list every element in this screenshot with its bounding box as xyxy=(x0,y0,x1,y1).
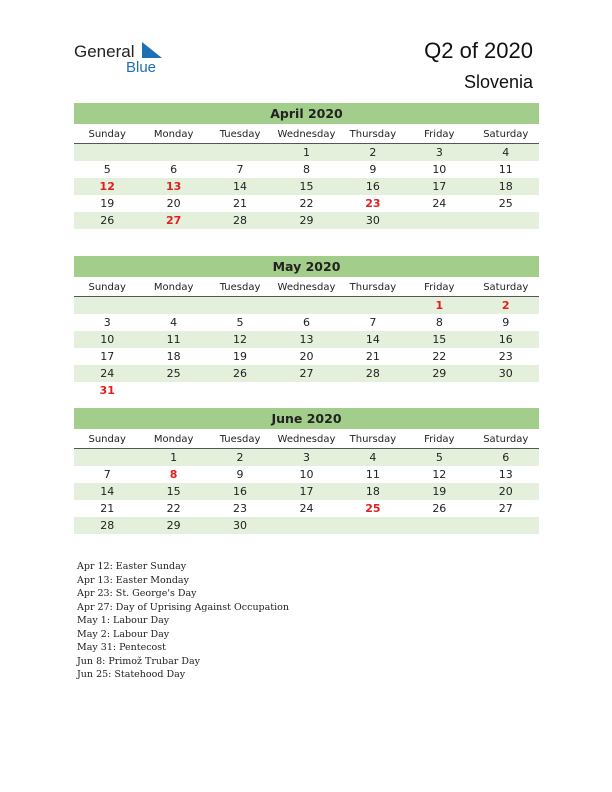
month-may xyxy=(74,256,539,399)
day-cell: 9 xyxy=(502,316,510,329)
day-cell: 15 xyxy=(166,485,181,498)
country-name: Slovenia xyxy=(463,72,533,92)
day-cell: 3 xyxy=(435,146,443,159)
weekday-label: Sunday xyxy=(88,282,126,293)
day-cell: 16 xyxy=(233,485,248,498)
holiday-note: Apr 13: Easter Monday xyxy=(77,574,189,586)
holiday-note: Jun 8: Primož Trubar Day xyxy=(77,655,201,667)
day-cell: 31 xyxy=(99,384,115,397)
day-cell: 29 xyxy=(299,214,314,227)
day-cell: 7 xyxy=(236,163,244,176)
logo-blue-text: Blue xyxy=(126,59,157,76)
day-cell: 18 xyxy=(166,350,181,363)
day-cell: 28 xyxy=(100,519,115,532)
weekday-label: Thursday xyxy=(349,434,397,445)
day-cell: 18 xyxy=(498,180,513,193)
weekday-label: Monday xyxy=(153,434,194,445)
empty-day-cell xyxy=(207,144,273,161)
day-cell: 1 xyxy=(435,299,444,312)
generalblue-logo xyxy=(74,42,174,78)
day-cell: 19 xyxy=(233,350,248,363)
day-cell: 30 xyxy=(365,214,380,227)
holiday-note: Apr 27: Day of Uprising Against Occupation xyxy=(77,601,289,613)
weekday-label: Sunday xyxy=(88,434,126,445)
day-cell: 30 xyxy=(233,519,248,532)
logo-triangle-icon xyxy=(142,42,162,60)
empty-day-cell xyxy=(273,517,339,534)
day-cell: 4 xyxy=(502,146,510,159)
empty-day-cell xyxy=(406,212,472,229)
day-cell: 26 xyxy=(100,214,115,227)
day-cell: 5 xyxy=(236,316,244,329)
day-cell: 3 xyxy=(302,451,310,464)
day-cell: 17 xyxy=(299,485,314,498)
weekday-label: Monday xyxy=(153,129,194,140)
month-header: June 2020 xyxy=(74,408,539,429)
day-cell: 23 xyxy=(365,197,381,210)
day-cell: 29 xyxy=(432,367,447,380)
day-cell: 10 xyxy=(432,163,447,176)
day-cell: 21 xyxy=(100,502,115,515)
day-cell: 24 xyxy=(299,502,314,515)
day-cell: 10 xyxy=(299,468,314,481)
day-cell: 7 xyxy=(369,316,377,329)
day-cell: 11 xyxy=(166,333,181,346)
day-cell: 5 xyxy=(103,163,111,176)
weekday-label: Tuesday xyxy=(219,129,261,140)
empty-day-cell xyxy=(207,382,273,399)
day-cell: 20 xyxy=(299,350,314,363)
empty-day-cell xyxy=(273,382,339,399)
day-cell: 21 xyxy=(365,350,380,363)
logo-general-text: General xyxy=(74,42,135,61)
weekday-label: Thursday xyxy=(349,129,397,140)
week-row xyxy=(74,331,539,348)
day-cell: 19 xyxy=(100,197,115,210)
holiday-note: Apr 23: St. George's Day xyxy=(77,588,197,599)
empty-day-cell xyxy=(140,144,206,161)
weekday-label: Thursday xyxy=(349,282,397,293)
month-june xyxy=(74,408,539,534)
day-cell: 24 xyxy=(100,367,115,380)
week-row xyxy=(74,517,539,534)
weekday-row xyxy=(74,431,539,449)
week-row xyxy=(74,144,539,161)
weekday-label: Wednesday xyxy=(277,129,336,140)
weekday-label: Friday xyxy=(424,129,455,140)
day-cell: 20 xyxy=(166,197,181,210)
day-cell: 22 xyxy=(299,197,314,210)
day-cell: 23 xyxy=(233,502,248,515)
day-cell: 22 xyxy=(432,350,447,363)
week-row xyxy=(74,382,539,399)
holiday-note: Jun 25: Statehood Day xyxy=(77,669,186,680)
day-cell: 26 xyxy=(432,502,447,515)
day-cell: 11 xyxy=(498,163,513,176)
week-row xyxy=(74,212,539,229)
week-row xyxy=(74,500,539,517)
weekday-label: Friday xyxy=(424,434,455,445)
day-cell: 26 xyxy=(233,367,248,380)
weekday-row xyxy=(74,279,539,297)
empty-day-cell xyxy=(207,297,273,314)
day-cell: 13 xyxy=(299,333,314,346)
day-cell: 6 xyxy=(170,163,178,176)
weekday-label: Wednesday xyxy=(277,282,336,293)
empty-day-cell xyxy=(74,144,140,161)
week-row xyxy=(74,161,539,178)
day-cell: 25 xyxy=(365,502,381,515)
week-row xyxy=(74,365,539,382)
weekday-label: Saturday xyxy=(483,434,529,445)
day-cell: 14 xyxy=(233,180,248,193)
day-cell: 1 xyxy=(170,451,178,464)
day-cell: 27 xyxy=(165,214,182,227)
month-header: May 2020 xyxy=(74,256,539,277)
day-cell: 9 xyxy=(369,163,377,176)
holiday-notes xyxy=(77,560,289,682)
day-cell: 19 xyxy=(432,485,447,498)
day-cell: 29 xyxy=(166,519,181,532)
empty-day-cell xyxy=(140,297,206,314)
day-cell: 30 xyxy=(498,367,513,380)
day-cell: 22 xyxy=(166,502,181,515)
day-cell: 12 xyxy=(99,180,115,193)
day-cell: 15 xyxy=(432,333,447,346)
empty-day-cell xyxy=(473,212,539,229)
week-row xyxy=(74,178,539,195)
empty-day-cell xyxy=(473,517,539,534)
day-cell: 28 xyxy=(365,367,380,380)
day-cell: 11 xyxy=(365,468,380,481)
day-cell: 27 xyxy=(299,367,314,380)
weekday-label: Sunday xyxy=(88,129,126,140)
weekday-label: Wednesday xyxy=(277,434,336,445)
weekday-row xyxy=(74,126,539,144)
empty-day-cell xyxy=(340,382,406,399)
day-cell: 13 xyxy=(498,468,513,481)
day-cell: 2 xyxy=(501,299,510,312)
holiday-note: May 31: Pentecost xyxy=(77,642,166,653)
day-cell: 12 xyxy=(233,333,248,346)
page-title: Q2 of 2020 xyxy=(424,38,533,63)
day-cell: 1 xyxy=(302,146,310,159)
day-cell: 25 xyxy=(166,367,181,380)
day-cell: 17 xyxy=(100,350,115,363)
week-row xyxy=(74,449,539,466)
empty-day-cell xyxy=(340,297,406,314)
weekday-label: Monday xyxy=(153,282,194,293)
weekday-label: Friday xyxy=(424,282,455,293)
month-header: April 2020 xyxy=(74,103,539,124)
day-cell: 3 xyxy=(103,316,111,329)
day-cell: 23 xyxy=(498,350,513,363)
day-cell: 8 xyxy=(169,468,178,481)
day-cell: 10 xyxy=(100,333,115,346)
empty-day-cell xyxy=(406,517,472,534)
week-row xyxy=(74,348,539,365)
week-row xyxy=(74,314,539,331)
day-cell: 6 xyxy=(302,316,310,329)
empty-day-cell xyxy=(273,297,339,314)
day-cell: 2 xyxy=(236,451,244,464)
day-cell: 7 xyxy=(103,468,111,481)
day-cell: 14 xyxy=(100,485,115,498)
day-cell: 4 xyxy=(369,451,377,464)
weekday-label: Tuesday xyxy=(219,282,261,293)
month-april xyxy=(74,103,539,229)
weekday-label: Saturday xyxy=(483,282,529,293)
day-cell: 24 xyxy=(432,197,447,210)
day-cell: 16 xyxy=(498,333,513,346)
holiday-note: May 2: Labour Day xyxy=(77,628,170,640)
week-row xyxy=(74,483,539,500)
day-cell: 12 xyxy=(432,468,447,481)
day-cell: 20 xyxy=(498,485,513,498)
day-cell: 8 xyxy=(435,316,443,329)
day-cell: 28 xyxy=(233,214,248,227)
day-cell: 15 xyxy=(299,180,314,193)
empty-day-cell xyxy=(140,382,206,399)
day-cell: 18 xyxy=(365,485,380,498)
week-row xyxy=(74,195,539,212)
day-cell: 5 xyxy=(435,451,443,464)
holiday-note: Apr 12: Easter Sunday xyxy=(77,561,187,572)
empty-day-cell xyxy=(74,449,140,466)
week-row xyxy=(74,297,539,314)
day-cell: 27 xyxy=(498,502,513,515)
empty-day-cell xyxy=(340,517,406,534)
day-cell: 25 xyxy=(498,197,513,210)
empty-day-cell xyxy=(406,382,472,399)
day-cell: 16 xyxy=(365,180,380,193)
day-cell: 21 xyxy=(233,197,248,210)
day-cell: 13 xyxy=(165,180,182,193)
day-cell: 14 xyxy=(365,333,380,346)
weekday-label: Saturday xyxy=(483,129,529,140)
holiday-note: May 1: Labour Day xyxy=(77,615,170,626)
day-cell: 4 xyxy=(170,316,178,329)
weekday-label: Tuesday xyxy=(219,434,261,445)
day-cell: 6 xyxy=(502,451,510,464)
day-cell: 9 xyxy=(236,468,244,481)
empty-day-cell xyxy=(74,297,140,314)
week-row xyxy=(74,466,539,483)
day-cell: 8 xyxy=(302,163,310,176)
day-cell: 2 xyxy=(369,146,377,159)
day-cell: 17 xyxy=(432,180,447,193)
empty-day-cell xyxy=(473,382,539,399)
